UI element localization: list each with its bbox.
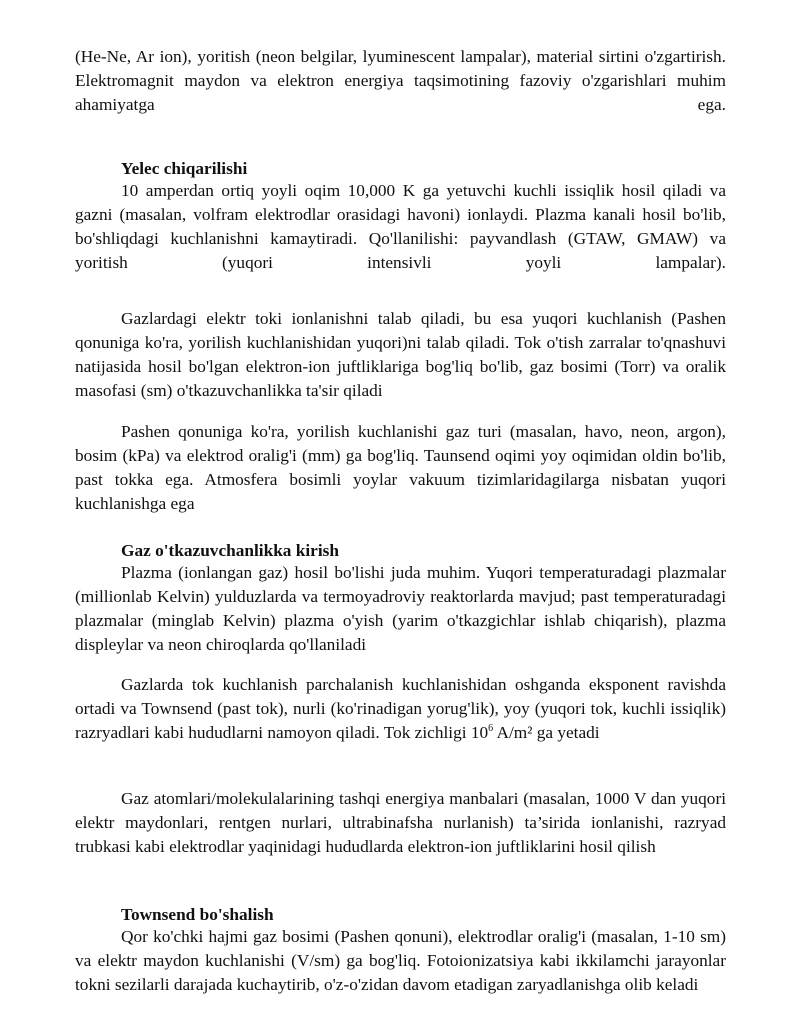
townsend-paragraph: Qor ko'chki hajmi gaz bosimi (Pashen qonuni), elektrodlar oralig'i (masalan, 1-10 sm) va elektr maydon kuchlanishi (V/sm) ga bog'liq. Fotoionizatsiya kabi ikkilamchi jarayonlar tokni sezilarli darajada kuchaytirib, o'z-o'zidan davom etadigan zaryadlanishga olib keladi: [75, 927, 726, 994]
gas-current-paragraph: Gazlardagi elektr toki ionlanishni talab qiladi, bu esa yuqori kuchlanish (Pashen qonuniga ko'ra, yorilish kuchlanishidan yuqori)ni talab qiladi. Tok o'tish zarralar to'qnashuvi natijasida hosil bo'lgan elektron-ion juftliklariga bog'liq bo'lib, gaz bosimi (Torr) va oralik masofasi (sm) o'tkazuvchanlikka ta'sir qiladi: [75, 309, 726, 400]
current-regions-text: Gazlarda tok kuchlanish parchalanish kuchlanishidan oshganda eksponent ravishda ortadi va Townsend (past tok), nurli (ko'rinadigan yorug'lik), yoy (yuqori tok, kuchli issiqlik) razryadlari kabi hududlarni namoyon qiladi. Tok zichligi 10: [75, 675, 726, 742]
intro-paragraph: (He-Ne, Ar ion), yoritish (neon belgilar, lyuminescent lampalar), material sirtini o'zgartirish. Elektromagnit maydon va elektron energiya taqsimotining fazoviy o'zgarishlari muhim ahamiyatga ega.: [75, 47, 726, 114]
current-regions-paragraph: [75, 673, 726, 745]
arc-discharge-paragraph: 10 amperdan ortiq yoyli oqim 10,000 K ga yetuvchi kuchli issiqlik hosil qiladi va gazni (masalan, volfram elektrodlar orasidagi havoni) ionlaydi. Plazma kanali hosil bo'lib, bo'shliqdagi kuchlanishni kamaytiradi. Qo'llanilishi: payvandlash (GTAW, GMAW) va yoritish (yuqori intensivli yoyli lampalar).: [75, 181, 726, 272]
current-regions-unit: A/m² ga yetadi: [493, 723, 600, 742]
plasma-paragraph: Plazma (ionlangan gaz) hosil bo'lishi juda muhim. Yuqori temperaturadagi plazmalar (millionlab Kelvin) yulduzlarda va termoyadroviy reaktorlarda mavjud; past temperaturadagi plazmalar (minglab Kelvin) plazma o'yish (yarim o'tkazgichlar ishlab chiqarish), plazma displeylar va neon chiroqlarda qo'llaniladi: [75, 563, 726, 654]
paschen-law-paragraph: Pashen qonuniga ko'ra, yorilish kuchlanishi gaz turi (masalan, havo, neon, argon), bosim (kPa) va elektrod oralig'i (mm) ga bog'liq. Taunsend oqimi yoy oqimidan oldin bo'lib, past tokka ega. Atmosfera bosimli yoylar vakuum tizimlaridagilarga nisbatan yuqori kuchlanishga ega: [75, 422, 726, 513]
ionization-paragraph: Gaz atomlari/molekulalarining tashqi energiya manbalari (masalan, 1000 V dan yuqori elektr maydonlari, rentgen nurlari, ultrabinafsha nurlanish) ta’sirida ionlanishi, razryad trubkasi kabi elektrodlar yaqinidagi hududlarda elektron-ion juftliklarini hosil qilish: [75, 789, 726, 856]
heading-townsend-discharge: Townsend bo'shalish: [121, 905, 274, 924]
heading-gas-conduction: Gaz o'tkazuvchanlikka kirish: [121, 541, 339, 560]
heading-arc-discharge: Yelec chiqarilishi: [121, 159, 248, 178]
exponent-superscript: 6: [488, 723, 494, 735]
